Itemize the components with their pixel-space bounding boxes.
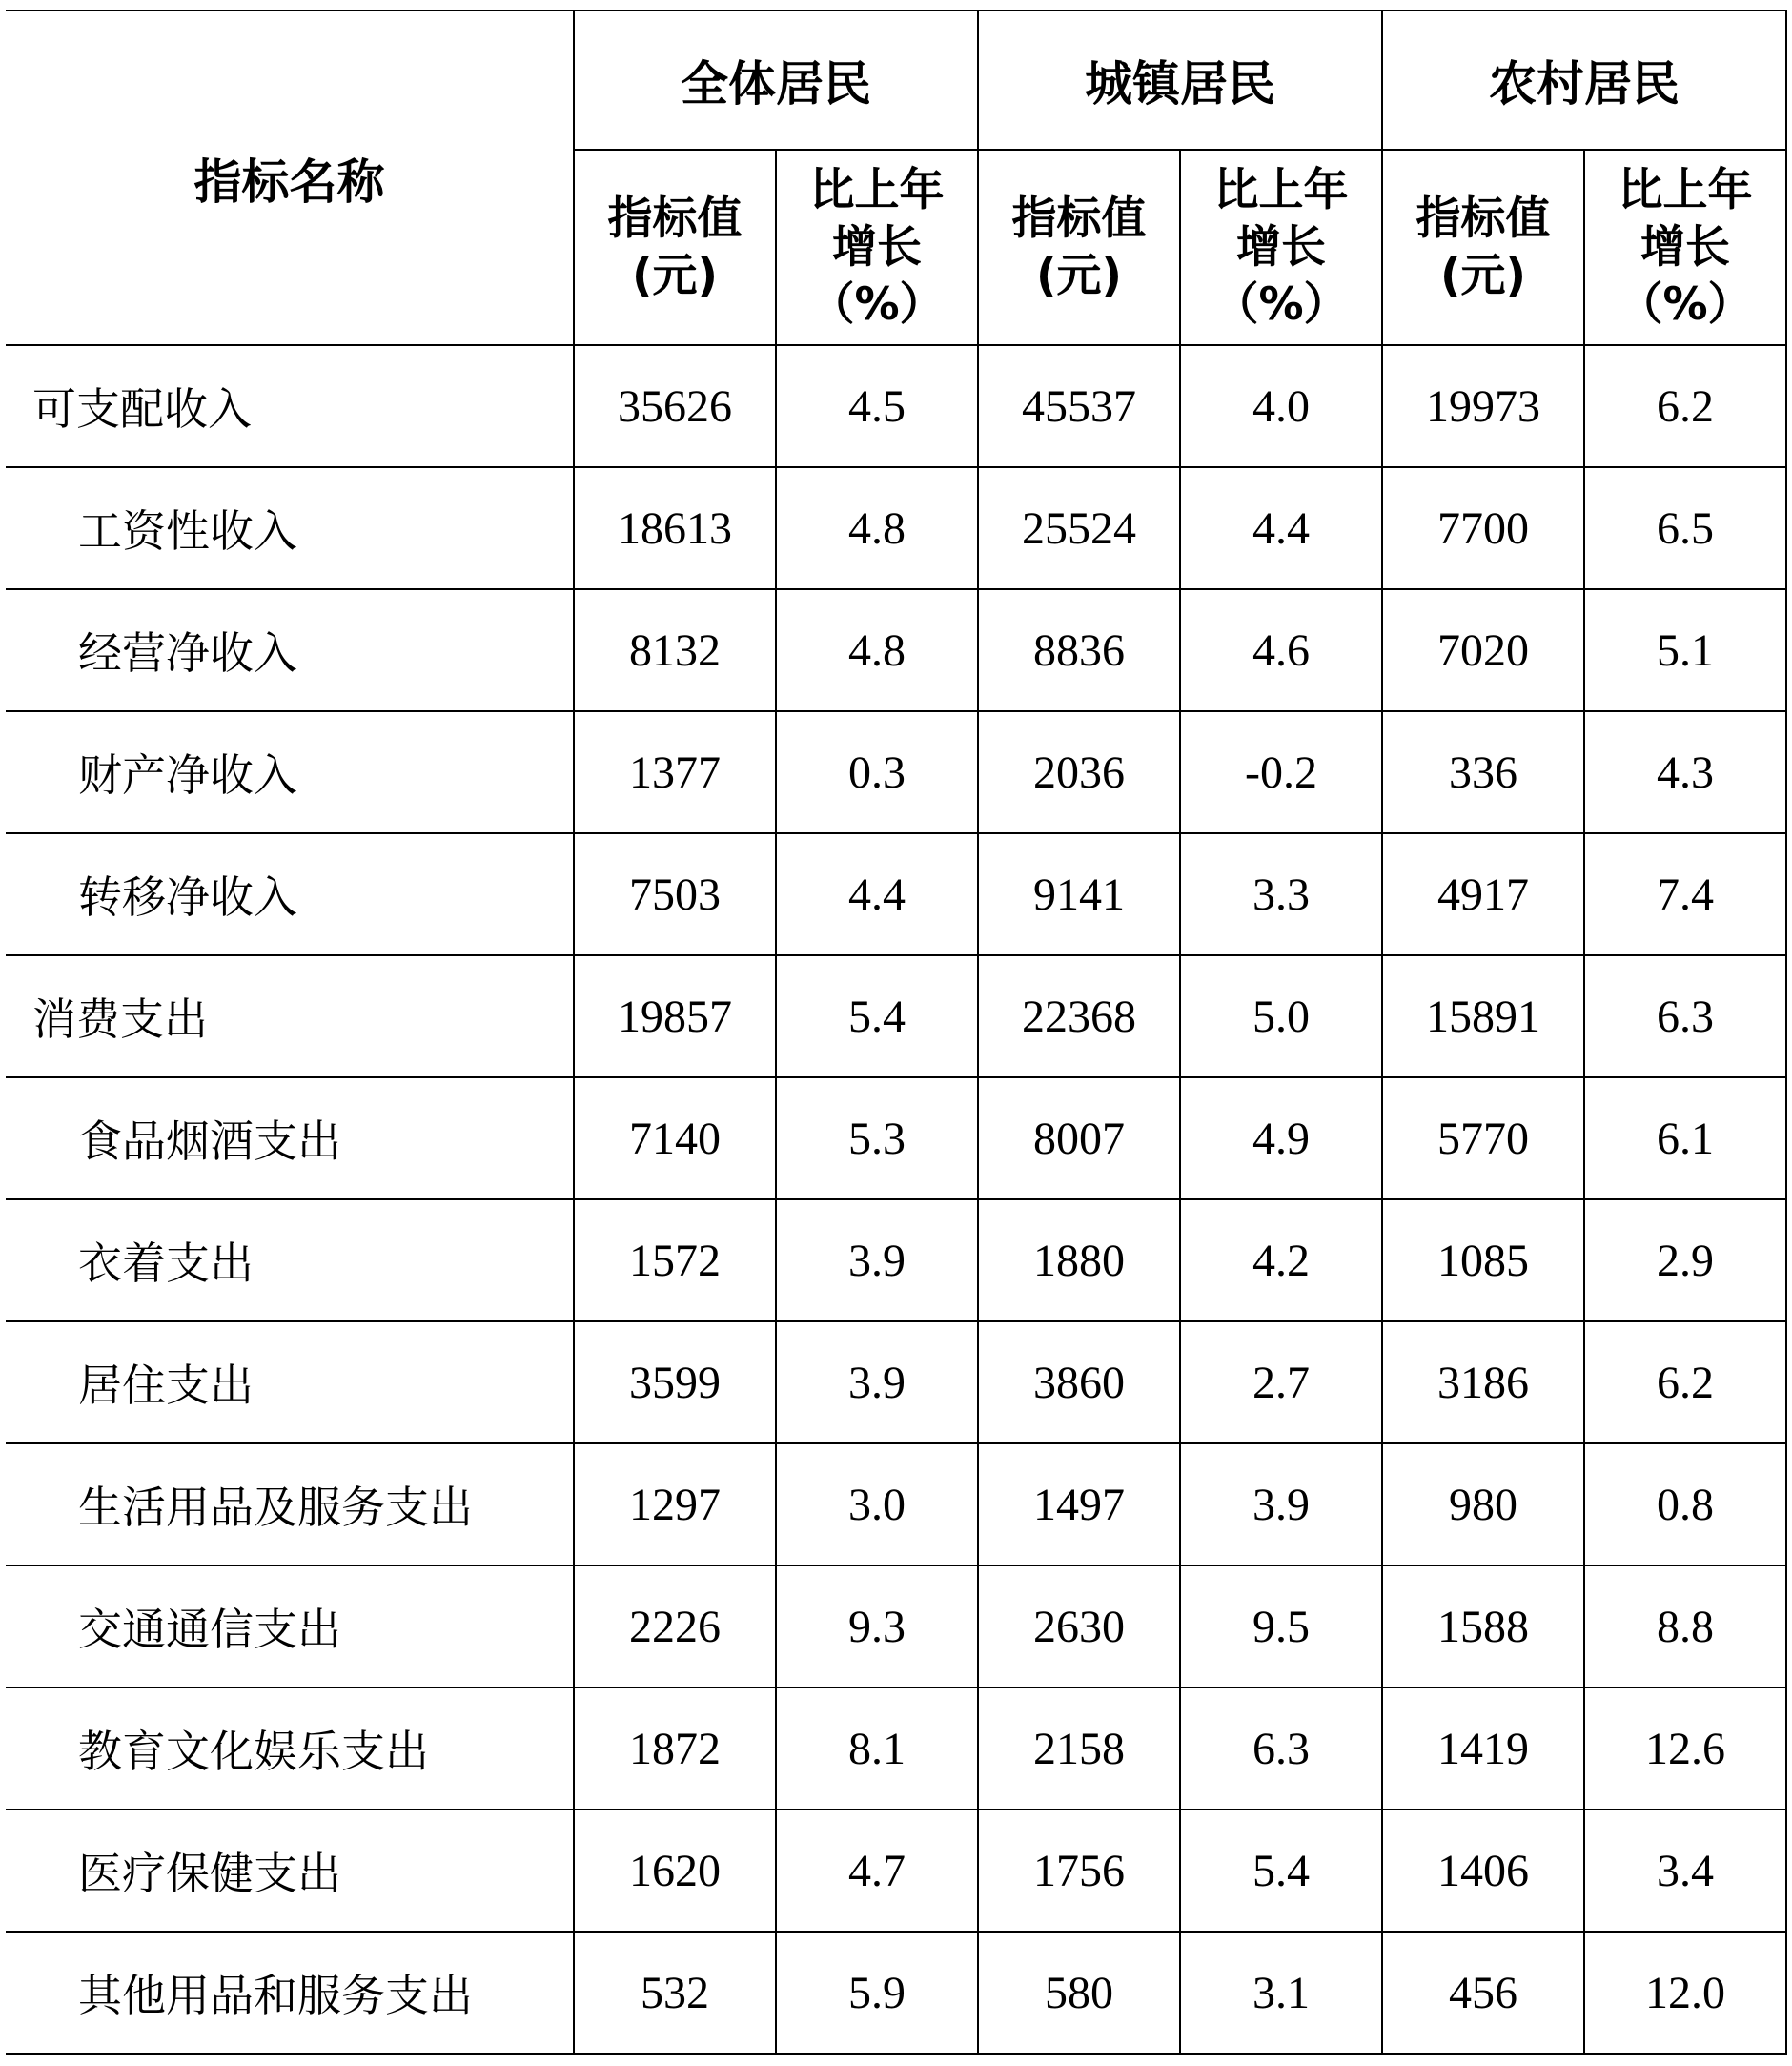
cell-rural-value: 456 [1382, 1932, 1584, 2054]
subheader-line: 增长 [1236, 220, 1326, 274]
cell-urban-growth: 4.4 [1180, 467, 1382, 589]
cell-rural-value: 980 [1382, 1443, 1584, 1565]
table-row [6, 1077, 1786, 1199]
cell-rural-growth: 6.2 [1584, 1321, 1786, 1443]
cell-all-growth: 8.1 [776, 1688, 978, 1810]
cell-rural-value: 1406 [1382, 1810, 1584, 1932]
cell-rural-value: 15891 [1382, 955, 1584, 1077]
cell-rural-growth: 2.9 [1584, 1199, 1786, 1321]
cell-all-growth: 4.8 [776, 589, 978, 711]
cell-rural-growth: 6.2 [1584, 345, 1786, 467]
cell-urban-value: 9141 [978, 833, 1180, 955]
subheader-line: 比上年 [809, 163, 945, 216]
table-body [6, 345, 1786, 2054]
cell-urban-value: 22368 [978, 955, 1180, 1077]
subheader-line: （%） [1618, 277, 1753, 331]
table-row [6, 467, 1786, 589]
table-row [6, 1565, 1786, 1688]
table-row [6, 589, 1786, 711]
cell-urban-growth: 4.0 [1180, 345, 1382, 467]
cell-rural-growth: 6.3 [1584, 955, 1786, 1077]
cell-all-growth: 4.7 [776, 1810, 978, 1932]
cell-urban-value: 2158 [978, 1688, 1180, 1810]
header-group-all-residents: 全体居民 [574, 10, 978, 150]
cell-urban-value: 8007 [978, 1077, 1180, 1199]
cell-all-value: 1297 [574, 1443, 776, 1565]
cell-all-value: 7140 [574, 1077, 776, 1199]
cell-rural-growth: 12.6 [1584, 1688, 1786, 1810]
cell-urban-growth: 4.9 [1180, 1077, 1382, 1199]
subheader-line: 指标值 [607, 192, 743, 245]
cell-all-value: 1872 [574, 1688, 776, 1810]
cell-all-value: 1572 [574, 1199, 776, 1321]
header-indicator-name: 指标名称 [6, 10, 574, 345]
row-label: 其他用品和服务支出 [6, 1932, 574, 2054]
cell-urban-value: 3860 [978, 1321, 1180, 1443]
row-label: 财产净收入 [6, 711, 574, 833]
cell-urban-growth: 9.5 [1180, 1565, 1382, 1688]
subheader-rural-value [1382, 150, 1584, 345]
cell-rural-growth: 8.8 [1584, 1565, 1786, 1688]
cell-all-growth: 0.3 [776, 711, 978, 833]
income-expenditure-table [6, 10, 1787, 2055]
cell-all-value: 18613 [574, 467, 776, 589]
cell-all-growth: 5.9 [776, 1932, 978, 2054]
cell-all-value: 19857 [574, 955, 776, 1077]
row-label: 可支配收入 [6, 345, 574, 467]
cell-urban-value: 580 [978, 1932, 1180, 2054]
cell-rural-growth: 4.3 [1584, 711, 1786, 833]
cell-rural-value: 4917 [1382, 833, 1584, 955]
subheader-line: 增长 [1640, 220, 1730, 274]
cell-all-value: 1620 [574, 1810, 776, 1932]
cell-urban-growth: 4.2 [1180, 1199, 1382, 1321]
cell-all-value: 532 [574, 1932, 776, 2054]
cell-all-growth: 5.3 [776, 1077, 978, 1199]
cell-all-growth: 4.5 [776, 345, 978, 467]
table-row [6, 1321, 1786, 1443]
cell-urban-value: 1756 [978, 1810, 1180, 1932]
cell-all-value: 8132 [574, 589, 776, 711]
subheader-all-growth [776, 150, 978, 345]
cell-rural-value: 5770 [1382, 1077, 1584, 1199]
cell-urban-value: 2036 [978, 711, 1180, 833]
row-label: 教育文化娱乐支出 [6, 1688, 574, 1810]
cell-rural-value: 3186 [1382, 1321, 1584, 1443]
cell-rural-value: 1588 [1382, 1565, 1584, 1688]
cell-rural-growth: 12.0 [1584, 1932, 1786, 2054]
cell-urban-growth: 3.1 [1180, 1932, 1382, 2054]
cell-all-value: 1377 [574, 711, 776, 833]
table-row [6, 711, 1786, 833]
cell-rural-value: 7020 [1382, 589, 1584, 711]
table-row [6, 1688, 1786, 1810]
cell-urban-value: 1497 [978, 1443, 1180, 1565]
row-label: 交通通信支出 [6, 1565, 574, 1688]
cell-all-growth: 4.8 [776, 467, 978, 589]
table-row [6, 345, 1786, 467]
table-row [6, 1199, 1786, 1321]
subheader-line: （%） [1213, 277, 1349, 331]
cell-all-growth: 4.4 [776, 833, 978, 955]
cell-urban-value: 1880 [978, 1199, 1180, 1321]
subheader-line: 比上年 [1618, 163, 1753, 216]
row-label: 消费支出 [6, 955, 574, 1077]
cell-rural-value: 7700 [1382, 467, 1584, 589]
cell-rural-growth: 7.4 [1584, 833, 1786, 955]
cell-urban-growth: -0.2 [1180, 711, 1382, 833]
row-label: 生活用品及服务支出 [6, 1443, 574, 1565]
subheader-line: (元) [632, 249, 718, 302]
subheader-line: 增长 [832, 220, 922, 274]
table-row [6, 1932, 1786, 2054]
cell-all-value: 2226 [574, 1565, 776, 1688]
cell-rural-growth: 3.4 [1584, 1810, 1786, 1932]
row-label: 工资性收入 [6, 467, 574, 589]
cell-all-growth: 3.9 [776, 1199, 978, 1321]
cell-rural-growth: 0.8 [1584, 1443, 1786, 1565]
cell-urban-growth: 3.9 [1180, 1443, 1382, 1565]
subheader-line: (元) [1440, 249, 1526, 302]
cell-rural-growth: 6.5 [1584, 467, 1786, 589]
income-expenditure-table-container [6, 10, 1787, 2055]
cell-rural-growth: 6.1 [1584, 1077, 1786, 1199]
cell-rural-value: 1419 [1382, 1688, 1584, 1810]
row-label: 衣着支出 [6, 1199, 574, 1321]
row-label: 居住支出 [6, 1321, 574, 1443]
cell-all-growth: 9.3 [776, 1565, 978, 1688]
cell-urban-growth: 3.3 [1180, 833, 1382, 955]
cell-urban-value: 45537 [978, 345, 1180, 467]
cell-all-value: 3599 [574, 1321, 776, 1443]
cell-rural-value: 19973 [1382, 345, 1584, 467]
cell-all-growth: 3.9 [776, 1321, 978, 1443]
cell-rural-growth: 5.1 [1584, 589, 1786, 711]
cell-all-value: 35626 [574, 345, 776, 467]
subheader-line: 比上年 [1213, 163, 1349, 216]
cell-urban-value: 2630 [978, 1565, 1180, 1688]
header-group-urban-residents: 城镇居民 [978, 10, 1382, 150]
table-row [6, 1810, 1786, 1932]
row-label: 转移净收入 [6, 833, 574, 955]
cell-urban-value: 8836 [978, 589, 1180, 711]
table-row [6, 1443, 1786, 1565]
cell-all-value: 7503 [574, 833, 776, 955]
cell-urban-value: 25524 [978, 467, 1180, 589]
header-group-rural-residents: 农村居民 [1382, 10, 1786, 150]
row-label: 医疗保健支出 [6, 1810, 574, 1932]
subheader-rural-growth [1584, 150, 1786, 345]
cell-urban-growth: 4.6 [1180, 589, 1382, 711]
row-label: 经营净收入 [6, 589, 574, 711]
cell-rural-value: 336 [1382, 711, 1584, 833]
cell-urban-growth: 5.0 [1180, 955, 1382, 1077]
row-label: 食品烟酒支出 [6, 1077, 574, 1199]
cell-all-growth: 5.4 [776, 955, 978, 1077]
subheader-line: 指标值 [1011, 192, 1147, 245]
table-row [6, 833, 1786, 955]
table-row [6, 955, 1786, 1077]
cell-urban-growth: 2.7 [1180, 1321, 1382, 1443]
subheader-line: 指标值 [1415, 192, 1551, 245]
cell-urban-growth: 5.4 [1180, 1810, 1382, 1932]
subheader-line: （%） [809, 277, 945, 331]
subheader-urban-growth [1180, 150, 1382, 345]
subheader-all-value [574, 150, 776, 345]
subheader-urban-value [978, 150, 1180, 345]
cell-all-growth: 3.0 [776, 1443, 978, 1565]
cell-rural-value: 1085 [1382, 1199, 1584, 1321]
subheader-line: (元) [1036, 249, 1122, 302]
cell-urban-growth: 6.3 [1180, 1688, 1382, 1810]
